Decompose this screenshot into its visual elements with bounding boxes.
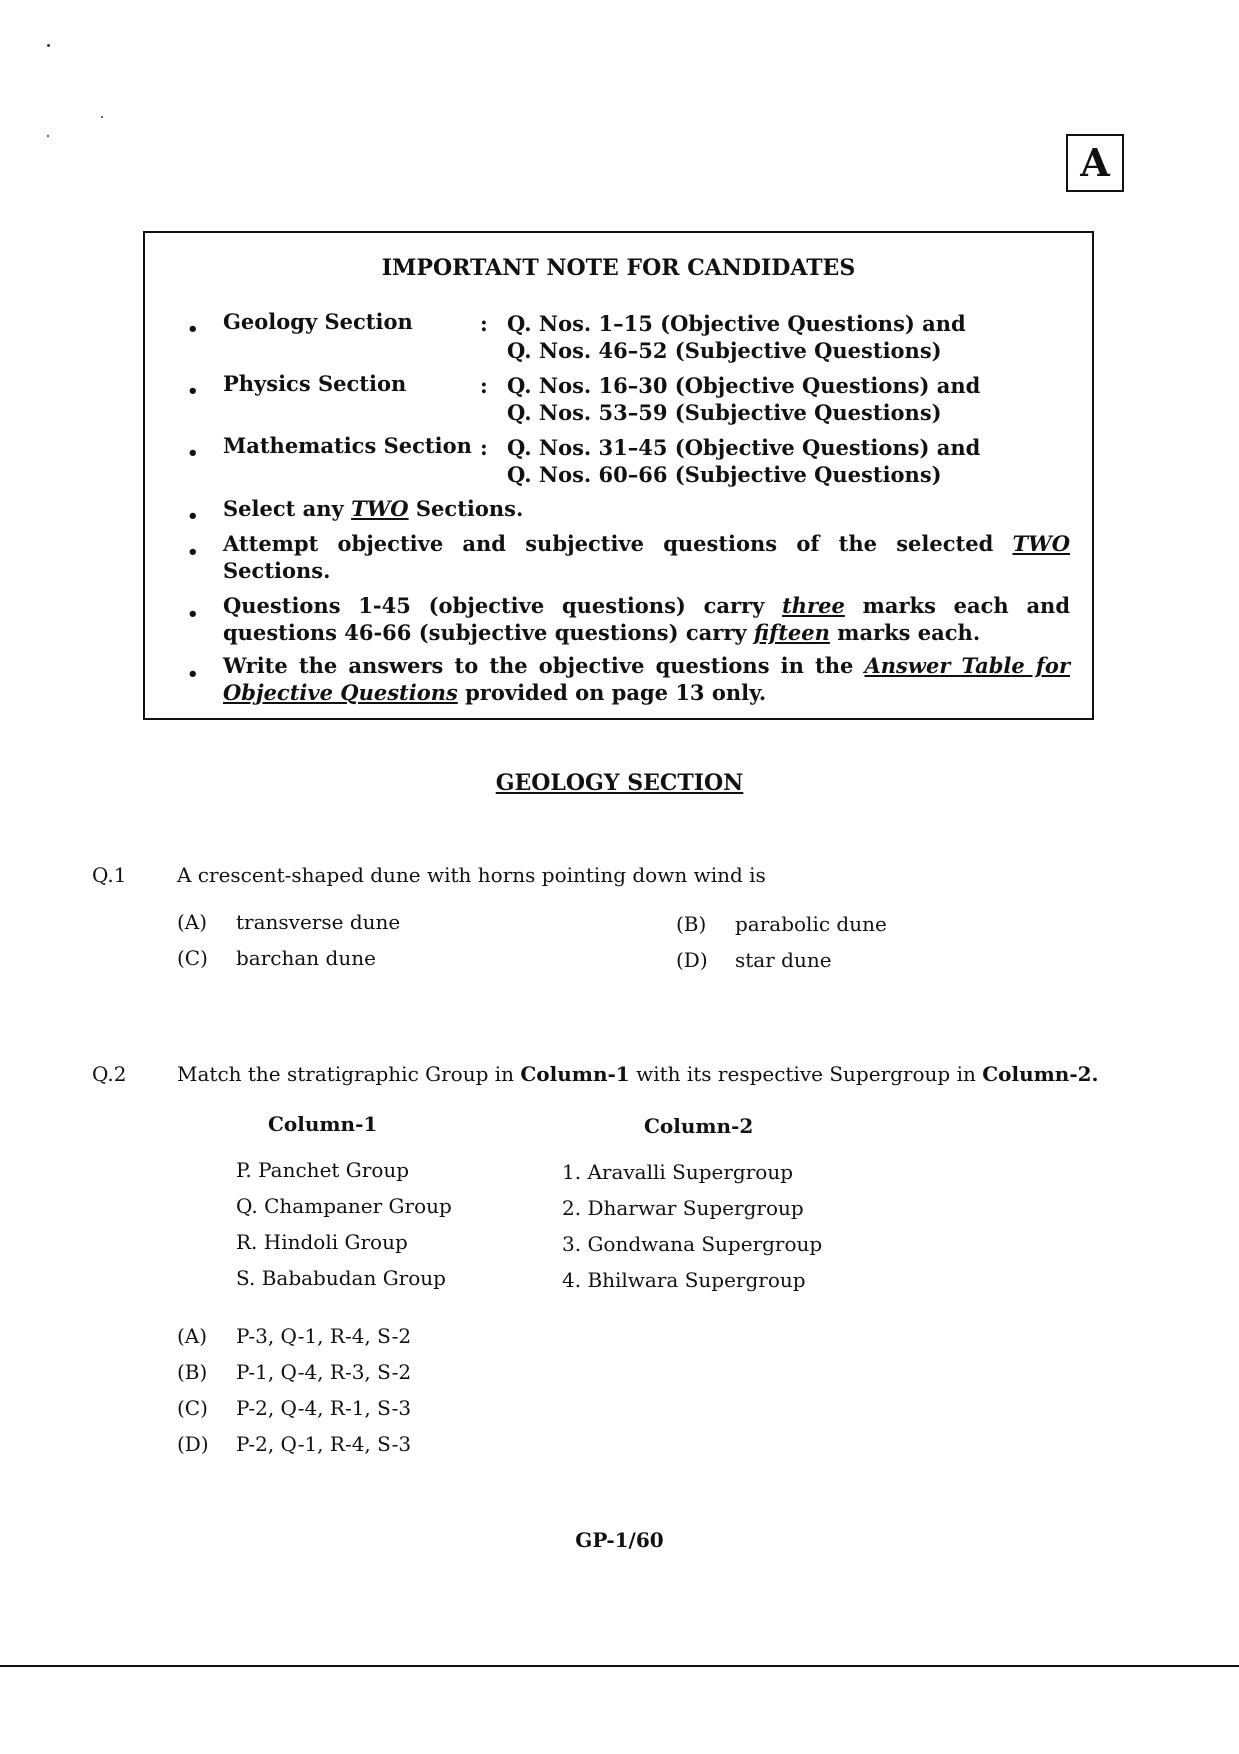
column-2-item: 1. Aravalli Supergroup (562, 1160, 794, 1184)
column-1-item: P. Panchet Group (236, 1158, 410, 1182)
bullet: • (187, 319, 199, 340)
option-letter: (A) (177, 910, 208, 934)
column-1-item: R. Hindoli Group (236, 1230, 408, 1254)
section-title: GEOLOGY SECTION (495, 770, 744, 796)
column-2-item: 3. Gondwana Supergroup (562, 1232, 823, 1256)
bullet: • (187, 443, 199, 464)
option-letter: (C) (177, 946, 208, 970)
option-text: P-1, Q-4, R-3, S-2 (236, 1360, 412, 1384)
column-1-item: S. Bababudan Group (236, 1266, 446, 1290)
scan-speck (47, 135, 49, 137)
option-letter: (C) (177, 1396, 208, 1420)
bullet: • (187, 381, 199, 402)
note-select-sections: Select any TWO Sections. (223, 496, 524, 521)
note-marks-line1: Questions 1-45 (objective questions) carry three marks each and (223, 593, 1071, 618)
bottom-rule (0, 1665, 1239, 1667)
note-attempt-line2: Sections. (223, 558, 331, 583)
note-write-line2: Objective Questions provided on page 13 only. (223, 680, 767, 705)
question-number: Q.2 (92, 1062, 127, 1086)
note-attempt-line1: Attempt objective and subjective questions of the selected TWO (223, 531, 1070, 556)
column-2-item: 4. Bhilwara Supergroup (562, 1268, 806, 1292)
column-2-item: 2. Dharwar Supergroup (562, 1196, 804, 1220)
option-letter: (B) (177, 1360, 208, 1384)
option-text: P-2, Q-1, R-4, S-3 (236, 1432, 412, 1456)
page-footer-code: GP-1/60 (575, 1528, 664, 1552)
important-note-box: IMPORTANT NOTE FOR CANDIDATES • Geology Section : Q. Nos. 1–15 (Objective Questions) and Q. Nos. 46–52 (Subjective Questions) • Physics Section : Q. Nos. 16–30 (Objective Questions) and Q. Nos. 53–59 (Subjective Questions) • Mathematics Section : Q. Nos. 31–45 (Objective Questions) and Q. Nos. 60–66 (Subjective Questions) • Select any TWO Sections. • Attempt objective and subjective questions of the selected TWO Sections. • Questions 1-45 (objective questions) carry three marks each and questions 46-66 (subjective questions) carry fifteen marks each. • Write the answers to the objective questions in the Answer Table for Objective Questions provided on page 13 only. (143, 231, 1094, 720)
option-text: parabolic dune (735, 912, 887, 936)
option-letter: (D) (177, 1432, 209, 1456)
paper-code-box: A (1066, 134, 1124, 192)
question-number: Q.1 (92, 863, 127, 887)
option-text: P-3, Q-1, R-4, S-2 (236, 1324, 412, 1348)
bullet: • (187, 664, 199, 685)
option-letter: (A) (177, 1324, 208, 1348)
column-1-item: Q. Champaner Group (236, 1194, 452, 1218)
bullet: • (187, 506, 199, 527)
note-write-line1: Write the answers to the objective questions in the Answer Table for (223, 653, 1071, 678)
column-1-header: Column-1 (268, 1112, 378, 1136)
scan-speck (101, 116, 103, 118)
scan-speck (47, 44, 50, 47)
option-letter: (B) (676, 912, 707, 936)
bullet: • (187, 604, 199, 625)
question-text: Match the stratigraphic Group in Column-1 with its respective Supergroup in Column-2. (177, 1062, 1099, 1086)
option-letter: (D) (676, 948, 708, 972)
note-title: IMPORTANT NOTE FOR CANDIDATES (381, 255, 856, 281)
option-text: barchan dune (236, 946, 376, 970)
column-2-header: Column-2 (644, 1114, 754, 1138)
note-marks-line2: questions 46-66 (subjective questions) carry fifteen marks each. (223, 620, 981, 645)
bullet: • (187, 542, 199, 563)
option-text: transverse dune (236, 910, 401, 934)
option-text: P-2, Q-4, R-1, S-3 (236, 1396, 412, 1420)
question-text: A crescent-shaped dune with horns pointing down wind is (177, 863, 766, 887)
option-text: star dune (735, 948, 832, 972)
